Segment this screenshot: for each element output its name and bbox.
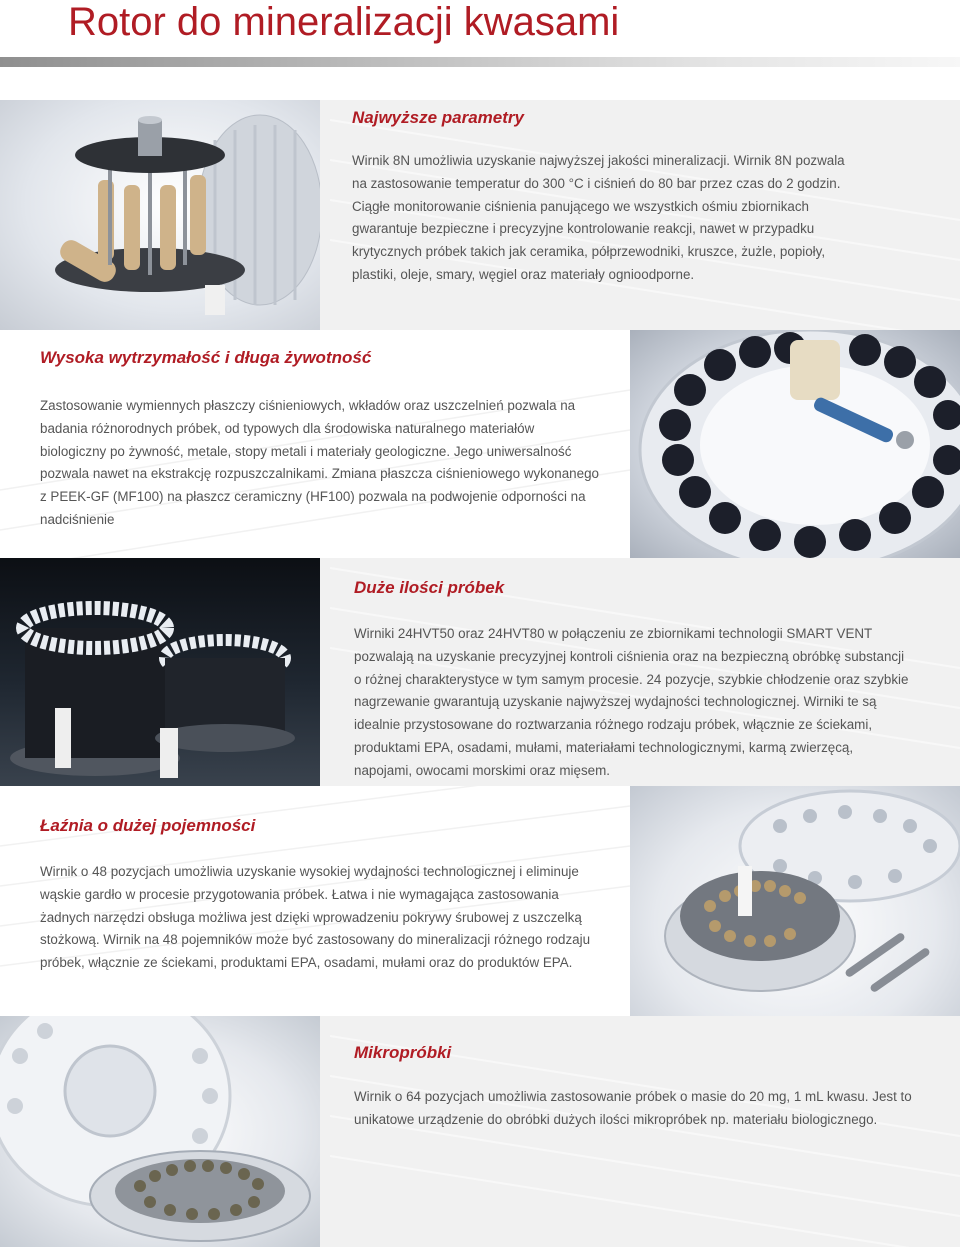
section-2-heading: Wysoka wytrzymałość i długa żywotność: [40, 348, 372, 367]
section-5-body: Wirnik o 64 pozycjach umożliwia zastosowanie próbek o masie do 20 mg, 1 mL kwasu. Jest to unikatowe urządzenie do obróbki dużych ilości mikropróbek np. materiału biologicznego.: [354, 1089, 912, 1127]
section-1-heading: Najwyższe parametry: [352, 108, 524, 127]
section-4-heading: Łaźnia o dużej pojemności: [40, 816, 256, 835]
rotor-48-photo: [630, 786, 960, 1016]
rotor-64-photo: [0, 1016, 320, 1247]
rotor-24hvt-photo: [0, 558, 320, 786]
rotor-8n-photo: [0, 100, 320, 330]
title-underline-bar: [0, 57, 960, 67]
section-2-body: Zastosowanie wymiennych płaszczy ciśnieniowych, wkładów oraz uszczelnień pozwala na badania różnorodnych próbek, od typowych dla środowiska naturalnego materiałów biologiczny po żywność, metale, stopy metali i materiały geologiczne. Jego uniwersalność pozwala nawet na ekstrakcję rozpuszczalnikami. Zmiana płaszcza ciśnieniowego wykonanego z PEEK-GF (MF100) na płaszcz ceramiczny (HF100) pozwala na podwojenie odporności na nadciśnienie: [40, 398, 599, 527]
rotor-vessels-photo: [630, 330, 960, 558]
section-3-body: Wirniki 24HVT50 oraz 24HVT80 w połączeniu ze zbiornikami technologii SMART VENT pozwalają na uzyskanie precyzyjnej kontroli ciśnienia oraz na bezpieczną obróbkę substancji o różnej charakterystyce w tym samym procesie. 24 pozycje, szybkie chłodzenie oraz szybkie nagrzewanie gwarantują uzyskanie najwyższej wydajności technologicznej. Wirniki te są idealnie przystosowane do roztwarzania różnego rodzaju próbek, włącznie ze ściekami, produktami EPA, osadami, mułami, materiałami technologicznymi, karmą zwierzęcą, napojami, owocami morskimi oraz mięsem.: [354, 626, 909, 778]
section-4-body: Wirnik o 48 pozycjach umożliwia uzyskanie wysokiej wydajności technologicznej i eliminuje wąskie gardło w procesie przygotowania próbek. Łatwa i nie wymagająca zastosowania żadnych narzędzi obsługa możliwa jest dzięki wprowadzeniu pokrywy śrubowej z uszczelką stożkową. Wirnik na 48 pojemników może być zastosowany do mineralizacji różnego rodzaju próbek, włącznie ze ściekami, produktami EPA, osadami, mułami oraz do produktów EPA.: [40, 864, 591, 971]
section-5-heading: Mikropróbki: [354, 1043, 452, 1062]
section-3-heading: Duże ilości próbek: [354, 578, 505, 597]
page-title: Rotor do mineralizacji kwasami: [68, 0, 620, 44]
section-1-body: Wirnik 8N umożliwia uzyskanie najwyższej jakości mineralizacji. Wirnik 8N pozwala na zastosowanie temperatur do 300 °C i ciśnień do 80 bar przez czas do 2 godzin. Ciągłe monitorowanie ciśnienia panującego we wszystkich ośmiu zbiornikach gwarantuje bezpieczne i precyzyjne kontrolowanie reakcji, nawet w przypadku krytycznych próbek takich jak ceramika, półprzewodniki, kruszce, żużle, popioły, plastiki, oleje, smary, węgiel oraz materiały ognioodporne.: [352, 153, 845, 282]
